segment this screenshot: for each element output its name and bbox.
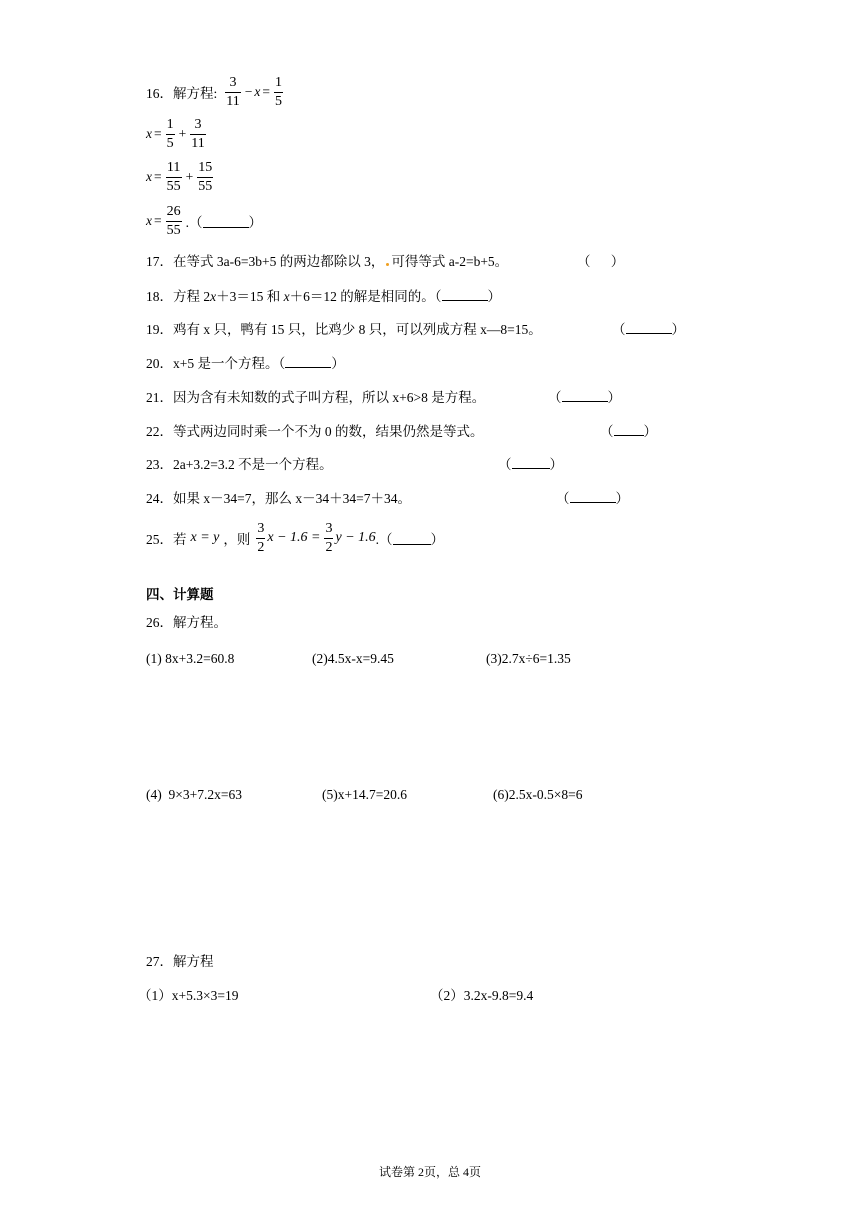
q24-answer-blank[interactable] <box>570 490 616 503</box>
q23-answer[interactable]: （ ） <box>498 457 563 472</box>
q26-part4: (4) 9×3+7.2x=63 <box>146 787 242 802</box>
q16-line: 16． 解方程: $\frac{3}{11}$ − x = $\frac{1}{5}$ <box>146 74 282 109</box>
q17-line: 17．在等式 3a-6=3b+5 的两边都除以 3， 可得等式 a-2=b+5。 <box>146 254 509 269</box>
q23-line: 23．2a+3.2=3.2 不是一个方程。 <box>146 457 333 472</box>
q18-answer-blank[interactable] <box>442 288 488 301</box>
q16-step1: x = $\frac{1}{5}$ + $\frac{3}{11}$ <box>146 116 205 151</box>
q16-number: 16． <box>146 86 173 101</box>
q22-answer[interactable]: （ ） <box>600 424 657 439</box>
q24-line: 24．如果 x－34=7，那么 x－34＋34=7＋34。 <box>146 491 411 506</box>
q16-fraction-a: $\frac{3}{11}$ <box>226 74 240 109</box>
q27-part2: （2）3.2x-9.8=9.4 <box>430 988 534 1003</box>
q16-step2: x = $\frac{11}{55}$ + $\frac{15}{55}$ <box>146 159 213 194</box>
q25-answer-blank[interactable] <box>393 532 431 545</box>
mark-dot-icon <box>386 263 389 266</box>
q24-answer[interactable]: （ ） <box>556 491 629 506</box>
q16-label: 解方程: <box>173 86 218 101</box>
q27-part1: （1）x+5.3×3=19 <box>138 988 239 1003</box>
q16-step3: x = $\frac{26}{55}$ .（ ） <box>146 203 262 238</box>
q16-answer-blank[interactable] <box>203 215 249 228</box>
q21-line: 21．因为含有未知数的式子叫方程，所以 x+6>8 是方程。 <box>146 390 486 405</box>
q19-answer[interactable]: （ ） <box>612 322 685 337</box>
q25-line: 25． 若 x = y ，则 $\frac{3}{2}$ x − 1.6 = $\frac{3}{2}$ y − 1.6 .（ ） <box>146 520 445 555</box>
q23-answer-blank[interactable] <box>512 456 550 469</box>
section-title: 四、计算题 <box>146 587 214 602</box>
q26-part1: (1) 8x+3.2=60.8 <box>146 651 235 666</box>
q18-line: 18．方程 2x＋3＝15 和 x＋6＝12 的解是相同的。（ ） <box>146 289 501 304</box>
q21-answer[interactable]: （ ） <box>548 390 621 405</box>
q22-line: 22．等式两边同时乘一个不为 0 的数，结果仍然是等式。 <box>146 424 484 439</box>
q20-answer-blank[interactable] <box>285 355 331 368</box>
q19-line: 19．鸡有 x 只，鸭有 15 只，比鸡少 8 只，可以列成方程 x—8=15。 <box>146 322 542 337</box>
q26-part5: (5)x+14.7=20.6 <box>322 787 407 802</box>
q26-part6: (6)2.5x-0.5×8=6 <box>493 787 583 802</box>
q17-answer-paren[interactable]: （ ） <box>577 254 625 269</box>
q16-fraction-b: $\frac{1}{5}$ <box>275 74 282 109</box>
q21-answer-blank[interactable] <box>562 389 608 402</box>
q19-answer-blank[interactable] <box>626 321 672 334</box>
q26-part3: (3)2.7x÷6=1.35 <box>486 651 571 666</box>
q26-part2: (2)4.5x-x=9.45 <box>312 651 394 666</box>
q22-answer-blank[interactable] <box>614 423 644 436</box>
q20-line: 20．x+5 是一个方程。（ ） <box>146 356 345 371</box>
q26-line: 26．解方程。 <box>146 615 227 630</box>
page-footer: 试卷第 2页，总 4页 <box>378 1165 481 1179</box>
q27-line: 27．解方程 <box>146 954 214 969</box>
